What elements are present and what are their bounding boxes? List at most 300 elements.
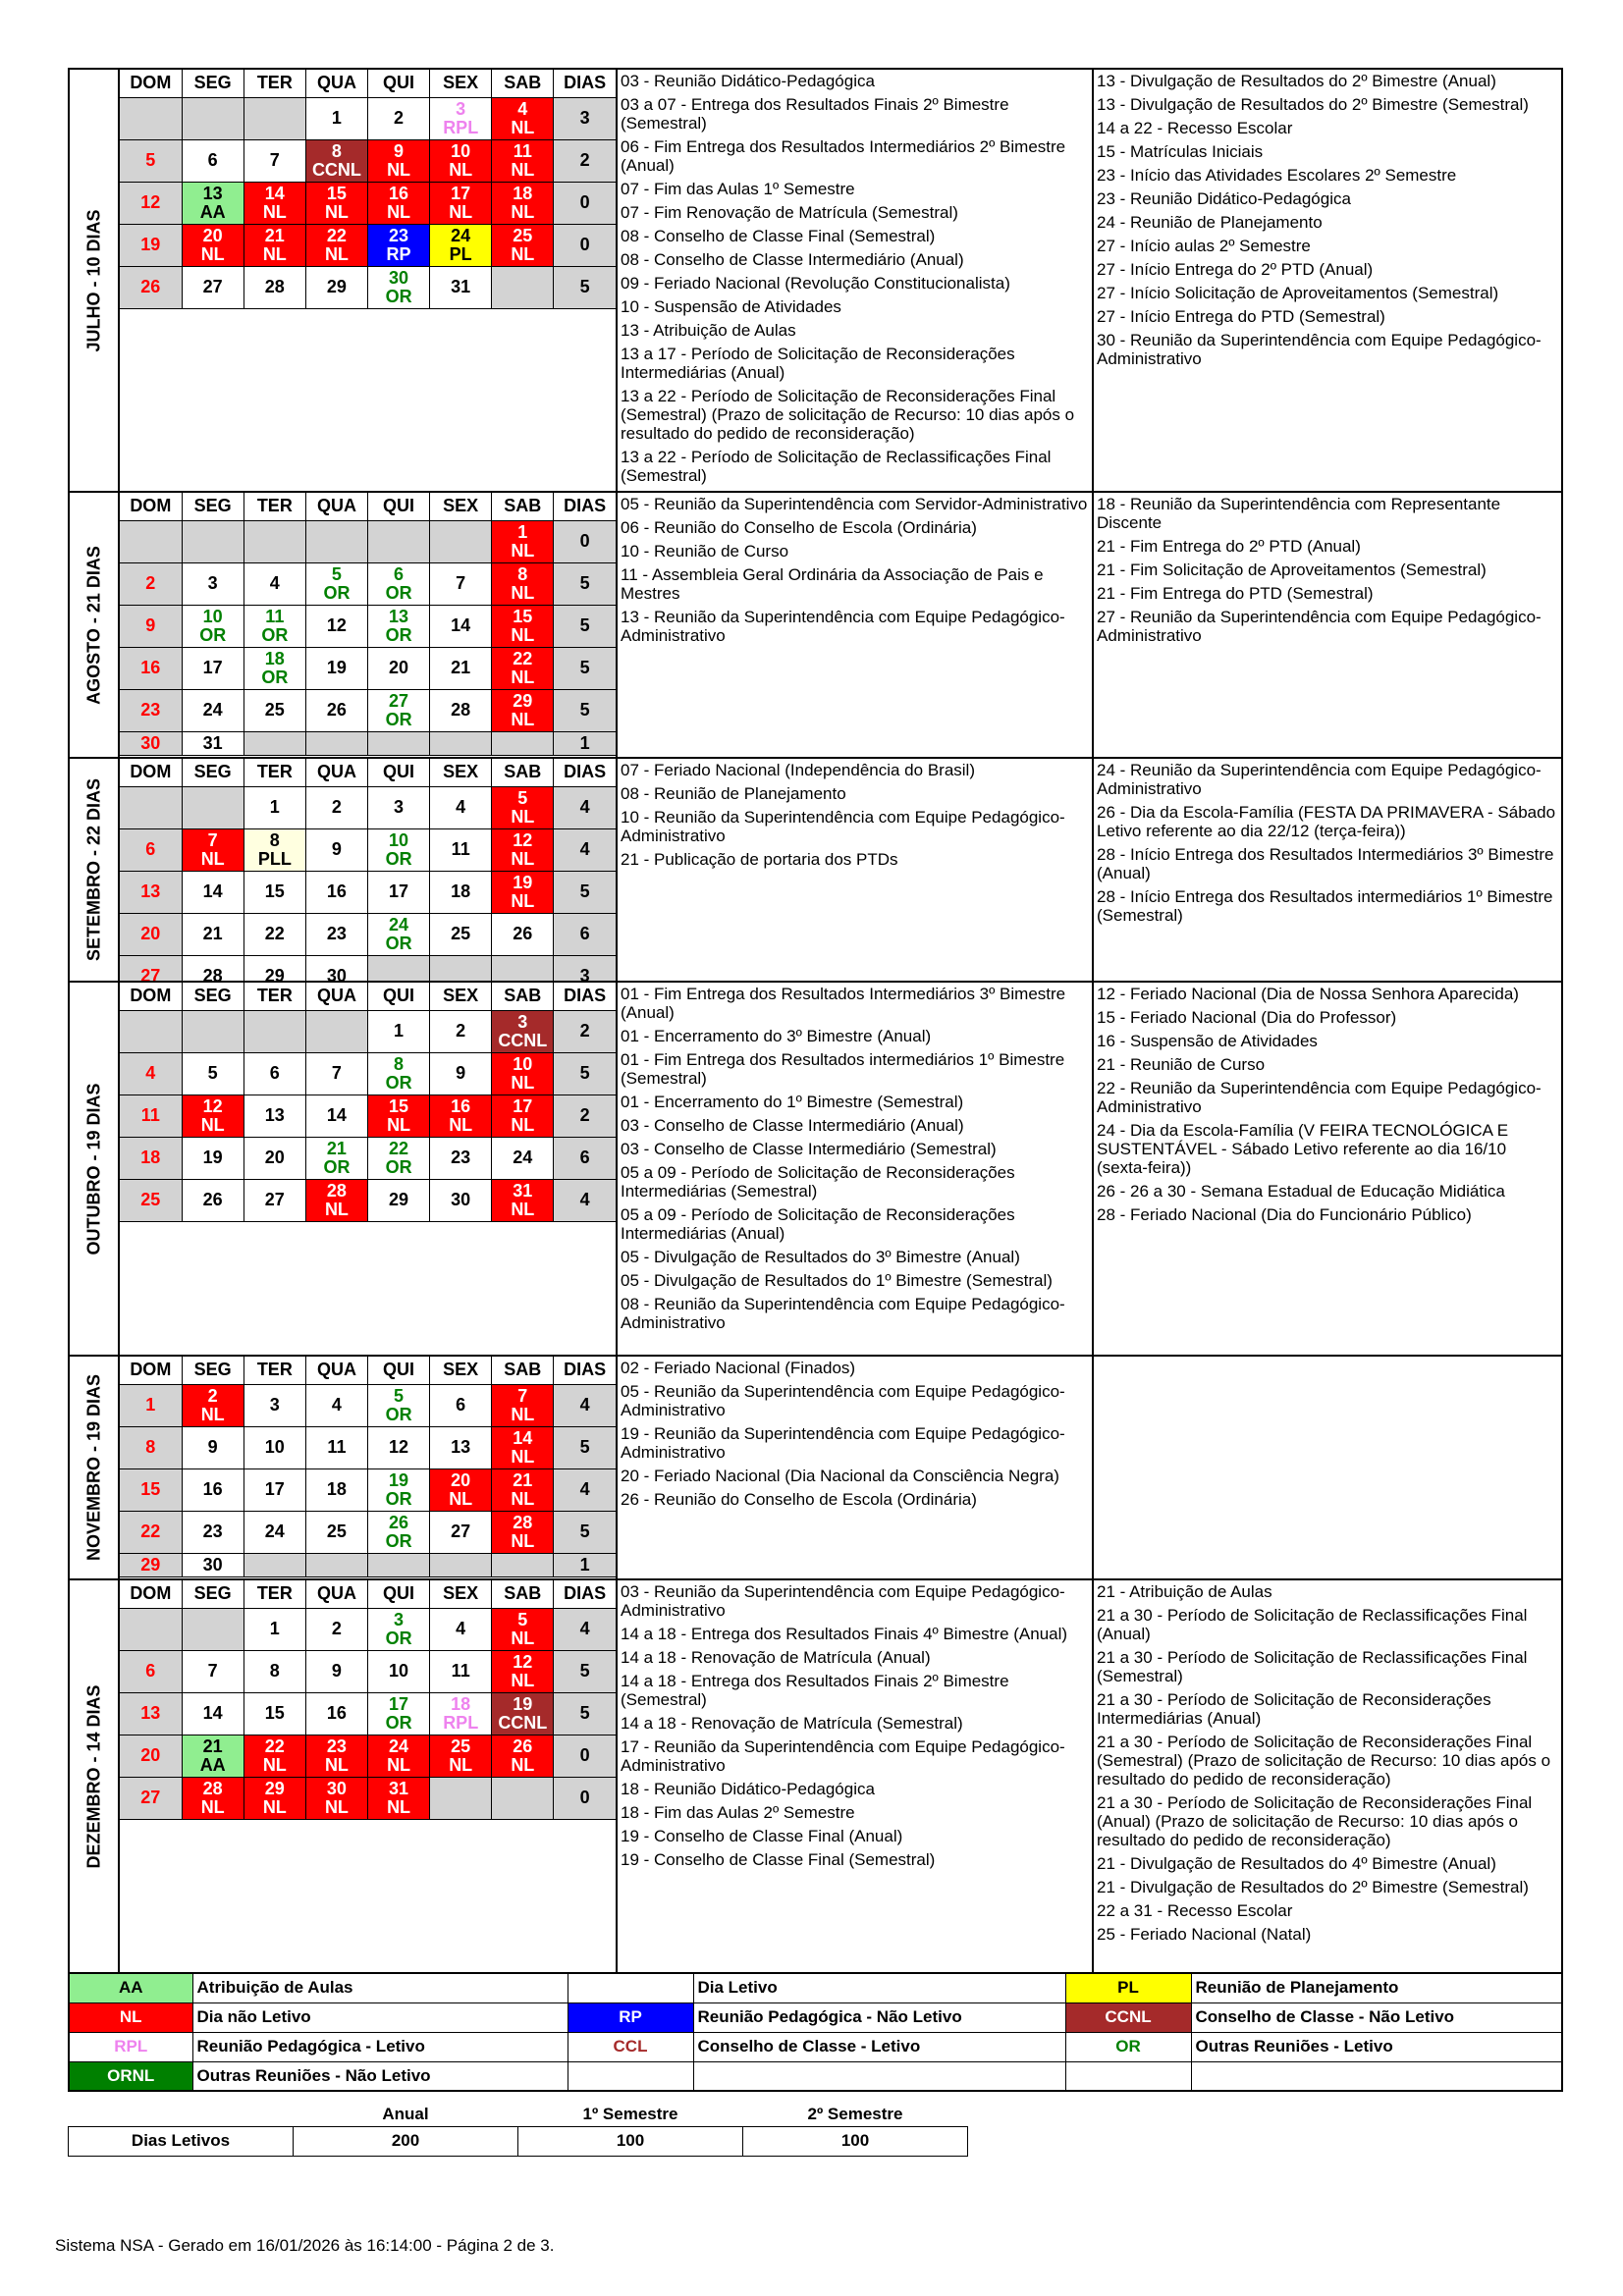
day-code: NL bbox=[387, 1754, 411, 1775]
day-number: 29 bbox=[264, 1778, 285, 1798]
day-code: CCNL bbox=[311, 159, 361, 180]
school-days-count: 6 bbox=[554, 1137, 616, 1179]
week-row bbox=[120, 1010, 616, 1052]
month-label bbox=[70, 1357, 120, 1578]
day-cell bbox=[492, 1052, 554, 1095]
weekday-header: DIAS bbox=[554, 70, 616, 97]
day-number: 1 bbox=[517, 521, 528, 542]
day-cell: 28 bbox=[243, 266, 305, 308]
event-item: 21 a 30 - Período de Solicitação de Reclassificações Final (Anual) bbox=[1097, 1606, 1528, 1643]
event-item: 26 - Reunião do Conselho de Escola (Ordinária) bbox=[621, 1490, 977, 1509]
month-label bbox=[70, 983, 120, 1355]
day-cell: 6 bbox=[182, 139, 243, 182]
weekday-header: TER bbox=[243, 983, 305, 1010]
school-days-count: 4 bbox=[554, 1468, 616, 1511]
day-number: 12 bbox=[202, 1095, 223, 1116]
event-item: 14 a 18 - Entrega dos Resultados Finais 2º Bimestre (Semestral) bbox=[621, 1672, 1009, 1709]
event-item: 14 a 18 - Renovação de Matrícula (Anual) bbox=[621, 1648, 931, 1667]
day-number: 3 bbox=[456, 98, 466, 119]
day-cell: 18 bbox=[430, 871, 492, 913]
event-item: 14 a 18 - Renovação de Matrícula (Semestral) bbox=[621, 1714, 963, 1733]
day-cell: 26 bbox=[182, 1179, 243, 1221]
day-cell bbox=[492, 1511, 554, 1553]
school-days-count: 0 bbox=[554, 224, 616, 266]
empty-cell bbox=[243, 97, 305, 139]
day-cell: 18 bbox=[305, 1468, 367, 1511]
day-cell: 25 bbox=[430, 913, 492, 955]
empty-cell bbox=[243, 731, 305, 755]
event-item: 24 - Reunião da Superintendência com Equipe Pedagógico-Administrativo bbox=[1097, 761, 1542, 798]
day-code: OR bbox=[385, 1530, 412, 1551]
day-number: 16 bbox=[451, 1095, 471, 1116]
event-item: 17 - Reunião da Superintendência com Equipe Pedagógico-Administrativo bbox=[621, 1737, 1065, 1775]
day-cell bbox=[368, 1052, 430, 1095]
day-cell: 20 bbox=[368, 647, 430, 689]
empty-cell bbox=[492, 731, 554, 755]
day-number: 26 bbox=[513, 1735, 533, 1756]
events-column-right bbox=[1092, 1357, 1561, 1578]
day-number: 31 bbox=[513, 1180, 533, 1201]
day-code: NL bbox=[200, 1114, 225, 1135]
day-cell bbox=[182, 182, 243, 224]
day-code: OR bbox=[385, 1404, 412, 1424]
event-item: 30 - Reunião da Superintendência com Equipe Pedagógico-Administrativo bbox=[1097, 331, 1542, 368]
day-cell: 4 bbox=[305, 1384, 367, 1426]
day-cell: 5 bbox=[182, 1052, 243, 1095]
empty-cell bbox=[182, 520, 243, 562]
event-item: 13 - Atribuição de Aulas bbox=[621, 321, 796, 340]
day-number: 30 bbox=[326, 1778, 347, 1798]
day-code: NL bbox=[511, 243, 535, 264]
day-cell: 10 bbox=[243, 1426, 305, 1468]
day-number: 7 bbox=[207, 829, 218, 850]
legend-label: Outras Reuniões - Não Letivo bbox=[192, 2061, 568, 2091]
day-code: OR bbox=[385, 582, 412, 603]
day-cell: 16 bbox=[182, 1468, 243, 1511]
weekday-header: QUA bbox=[305, 759, 367, 786]
weekday-header: DOM bbox=[120, 1357, 182, 1384]
day-cell bbox=[368, 1777, 430, 1819]
day-number: 13 bbox=[389, 606, 409, 626]
day-code: NL bbox=[511, 1754, 535, 1775]
day-cell bbox=[368, 1137, 430, 1179]
day-number: 17 bbox=[513, 1095, 533, 1116]
day-number: 28 bbox=[326, 1180, 347, 1201]
day-code: OR bbox=[385, 709, 412, 729]
day-number: 30 bbox=[389, 267, 409, 288]
summary-value-sem1: 100 bbox=[518, 2126, 743, 2156]
empty-cell bbox=[305, 1553, 367, 1576]
event-item: 23 - Reunião Didático-Pedagógica bbox=[1097, 189, 1351, 208]
event-item: 02 - Feriado Nacional (Finados) bbox=[621, 1359, 856, 1377]
event-item: 05 - Reunião da Superintendência com Equipe Pedagógico-Administrativo bbox=[621, 1382, 1065, 1419]
day-cell bbox=[492, 828, 554, 871]
day-cell bbox=[305, 1137, 367, 1179]
weekday-header: DOM bbox=[120, 759, 182, 786]
day-code: OR bbox=[385, 1628, 412, 1648]
day-code: NL bbox=[511, 582, 535, 603]
day-code: NL bbox=[511, 1670, 535, 1690]
day-cell bbox=[243, 224, 305, 266]
day-code: AA bbox=[199, 1754, 226, 1775]
day-cell: 29 bbox=[368, 1179, 430, 1221]
day-cell bbox=[182, 224, 243, 266]
weekday-header: SAB bbox=[492, 70, 554, 97]
day-number: 21 bbox=[513, 1469, 533, 1490]
day-cell: 9 bbox=[305, 828, 367, 871]
legend-row bbox=[69, 2061, 1562, 2091]
week-row bbox=[120, 1650, 616, 1692]
day-code: NL bbox=[449, 1114, 473, 1135]
day-code: OR bbox=[323, 1156, 351, 1177]
day-code: NL bbox=[511, 159, 535, 180]
event-item: 01 - Encerramento do 3º Bimestre (Anual) bbox=[621, 1027, 932, 1045]
legend-label: Reunião Pedagógica - Letivo bbox=[192, 2032, 568, 2061]
day-code: NL bbox=[387, 159, 411, 180]
day-cell bbox=[492, 182, 554, 224]
day-code: NL bbox=[324, 201, 349, 222]
day-cell bbox=[430, 97, 492, 139]
event-item: 07 - Fim Renovação de Matrícula (Semestral) bbox=[621, 203, 958, 222]
school-days-count: 5 bbox=[554, 1511, 616, 1553]
day-cell bbox=[430, 1468, 492, 1511]
events-column-left bbox=[618, 983, 1092, 1355]
day-cell bbox=[243, 1777, 305, 1819]
day-cell: 27 bbox=[243, 1179, 305, 1221]
school-days-count: 2 bbox=[554, 1010, 616, 1052]
empty-cell bbox=[305, 520, 367, 562]
day-cell bbox=[430, 182, 492, 224]
day-cell: 31 bbox=[430, 266, 492, 308]
month-calendar-grid bbox=[120, 983, 618, 1355]
day-cell bbox=[492, 1426, 554, 1468]
event-item: 11 - Assembleia Geral Ordinária da Associação de Pais e Mestres bbox=[621, 565, 1044, 603]
event-item: 12 - Feriado Nacional (Dia de Nossa Senhora Aparecida) bbox=[1097, 985, 1519, 1003]
day-code: OR bbox=[385, 286, 412, 306]
day-cell bbox=[492, 1468, 554, 1511]
day-number: 25 bbox=[451, 1735, 471, 1756]
day-cell: 19 bbox=[120, 224, 182, 266]
day-code: OR bbox=[261, 624, 289, 645]
day-cell: 9 bbox=[120, 605, 182, 647]
day-cell: 30 bbox=[430, 1179, 492, 1221]
event-item: 19 - Reunião da Superintendência com Equipe Pedagógico-Administrativo bbox=[621, 1424, 1065, 1462]
day-cell: 29 bbox=[243, 955, 305, 983]
legend-code bbox=[568, 1973, 693, 2002]
day-code: NL bbox=[449, 159, 473, 180]
day-number: 8 bbox=[269, 829, 280, 850]
day-cell bbox=[492, 1010, 554, 1052]
event-item: 21 - Fim Solicitação de Aproveitamentos (Semestral) bbox=[1097, 561, 1487, 579]
legend-code: ORNL bbox=[69, 2061, 192, 2091]
day-cell: 25 bbox=[243, 689, 305, 731]
legend-code: AA bbox=[69, 1973, 192, 2002]
day-number: 18 bbox=[264, 648, 285, 668]
week-row bbox=[120, 786, 616, 828]
day-number: 8 bbox=[394, 1053, 405, 1074]
event-item: 27 - Início Entrega do 2º PTD (Anual) bbox=[1097, 260, 1374, 279]
empty-cell bbox=[182, 1608, 243, 1650]
event-item: 26 - 26 a 30 - Semana Estadual de Educação Midiática bbox=[1097, 1182, 1505, 1201]
summary-row-label: Dias Letivos bbox=[69, 2126, 294, 2156]
event-item: 24 - Dia da Escola-Família (V FEIRA TECNOLÓGICA E SUSTENTÁVEL - Sábado Letivo referente ao dia 16/10 (sexta-feira)) bbox=[1097, 1121, 1509, 1177]
day-cell bbox=[492, 97, 554, 139]
weekday-header: QUI bbox=[368, 1357, 430, 1384]
event-item: 21 - Divulgação de Resultados do 2º Bimestre (Semestral) bbox=[1097, 1878, 1529, 1896]
day-cell bbox=[492, 1095, 554, 1137]
weekday-header: SAB bbox=[492, 1580, 554, 1608]
day-code: CCNL bbox=[498, 1030, 548, 1050]
event-item: 03 - Reunião da Superintendência com Equipe Pedagógico-Administrativo bbox=[621, 1582, 1065, 1620]
day-number: 18 bbox=[513, 183, 533, 203]
day-cell bbox=[492, 1692, 554, 1735]
day-code: NL bbox=[200, 243, 225, 264]
empty-cell bbox=[243, 520, 305, 562]
day-cell: 1 bbox=[243, 1608, 305, 1650]
events-column-left bbox=[618, 1357, 1092, 1578]
empty-cell bbox=[430, 955, 492, 983]
day-cell: 8 bbox=[120, 1426, 182, 1468]
day-cell bbox=[305, 1735, 367, 1777]
legend-label: Outras Reuniões - Letivo bbox=[1191, 2032, 1562, 2061]
school-days-count: 2 bbox=[554, 1095, 616, 1137]
day-cell bbox=[305, 182, 367, 224]
weekday-header: TER bbox=[243, 759, 305, 786]
event-item: 15 - Matrículas Iniciais bbox=[1097, 142, 1264, 161]
day-cell bbox=[492, 1179, 554, 1221]
event-item: 06 - Reunião do Conselho de Escola (Ordinária) bbox=[621, 518, 977, 537]
event-item: 21 - Publicação de portaria dos PTDs bbox=[621, 850, 898, 869]
day-code: NL bbox=[387, 1796, 411, 1817]
day-number: 28 bbox=[513, 1512, 533, 1532]
day-code: NL bbox=[324, 1754, 349, 1775]
day-cell: 8 bbox=[243, 1650, 305, 1692]
school-days-count: 5 bbox=[554, 605, 616, 647]
event-item: 08 - Conselho de Classe Intermediário (Anual) bbox=[621, 250, 964, 269]
day-cell: 6 bbox=[120, 828, 182, 871]
day-cell: 24 bbox=[492, 1137, 554, 1179]
day-cell bbox=[243, 605, 305, 647]
week-row bbox=[120, 1095, 616, 1137]
day-number: 12 bbox=[513, 1651, 533, 1672]
day-cell bbox=[368, 1468, 430, 1511]
day-cell bbox=[243, 647, 305, 689]
day-number: 24 bbox=[451, 225, 471, 245]
event-item: 21 a 30 - Período de Solicitação de Reclassificações Final (Semestral) bbox=[1097, 1648, 1528, 1685]
week-row bbox=[120, 562, 616, 605]
day-cell bbox=[182, 1384, 243, 1426]
day-code: NL bbox=[200, 848, 225, 869]
day-number: 3 bbox=[394, 1609, 405, 1629]
weekday-header-row bbox=[120, 493, 616, 520]
day-cell bbox=[182, 1735, 243, 1777]
day-code: NL bbox=[511, 848, 535, 869]
day-code: NL bbox=[511, 1446, 535, 1467]
day-number: 22 bbox=[389, 1138, 409, 1158]
event-item: 28 - Início Entrega dos Resultados Intermediários 3º Bimestre (Anual) bbox=[1097, 845, 1554, 882]
event-item: 05 a 09 - Período de Solicitação de Reconsiderações Intermediárias (Anual) bbox=[621, 1205, 1015, 1243]
day-cell: 4 bbox=[430, 1608, 492, 1650]
empty-cell bbox=[430, 1777, 492, 1819]
empty-cell bbox=[430, 1553, 492, 1576]
day-cell: 2 bbox=[120, 562, 182, 605]
weekday-header: SEX bbox=[430, 70, 492, 97]
day-cell bbox=[368, 1608, 430, 1650]
week-row bbox=[120, 520, 616, 562]
day-code: NL bbox=[511, 709, 535, 729]
day-cell: 6 bbox=[430, 1384, 492, 1426]
day-cell: 3 bbox=[368, 786, 430, 828]
empty-cell bbox=[492, 266, 554, 308]
day-number: 10 bbox=[202, 606, 223, 626]
event-item: 18 - Reunião Didático-Pedagógica bbox=[621, 1780, 875, 1798]
month-label bbox=[70, 1580, 120, 1972]
day-cell: 17 bbox=[368, 871, 430, 913]
day-cell bbox=[492, 1384, 554, 1426]
event-item: 13 - Divulgação de Resultados do 2º Bimestre (Semestral) bbox=[1097, 95, 1529, 114]
day-cell: 14 bbox=[182, 871, 243, 913]
day-cell: 7 bbox=[305, 1052, 367, 1095]
week-row bbox=[120, 1777, 616, 1819]
day-code: OR bbox=[385, 848, 412, 869]
school-days-count: 1 bbox=[554, 731, 616, 755]
event-item: 08 - Reunião da Superintendência com Equipe Pedagógico-Administrativo bbox=[621, 1295, 1065, 1332]
day-cell: 20 bbox=[120, 1735, 182, 1777]
summary-header-anual: Anual bbox=[382, 2104, 429, 2123]
weekday-header-row bbox=[120, 983, 616, 1010]
day-cell bbox=[368, 1735, 430, 1777]
weekday-header: QUI bbox=[368, 70, 430, 97]
event-item: 16 - Suspensão de Atividades bbox=[1097, 1032, 1318, 1050]
day-code: NL bbox=[262, 243, 287, 264]
week-row bbox=[120, 1511, 616, 1553]
day-number: 17 bbox=[451, 183, 471, 203]
day-cell: 31 bbox=[182, 731, 243, 755]
day-cell: 4 bbox=[243, 562, 305, 605]
week-row bbox=[120, 828, 616, 871]
events-column-left bbox=[618, 493, 1092, 757]
event-item: 14 a 22 - Recesso Escolar bbox=[1097, 119, 1293, 137]
day-cell bbox=[182, 1777, 243, 1819]
day-cell: 3 bbox=[182, 562, 243, 605]
empty-cell bbox=[120, 520, 182, 562]
day-cell: 1 bbox=[305, 97, 367, 139]
day-cell bbox=[492, 1735, 554, 1777]
weekday-header-row bbox=[120, 1580, 616, 1608]
day-cell bbox=[368, 605, 430, 647]
event-item: 21 - Reunião de Curso bbox=[1097, 1055, 1266, 1074]
event-item: 09 - Feriado Nacional (Revolução Constitucionalista) bbox=[621, 274, 1010, 293]
legend-label: Reunião Pedagógica - Não Letivo bbox=[693, 2002, 1065, 2032]
legend-table bbox=[68, 1972, 1563, 2092]
week-row bbox=[120, 1426, 616, 1468]
day-number: 22 bbox=[513, 648, 533, 668]
event-item: 03 a 07 - Entrega dos Resultados Finais 2º Bimestre (Semestral) bbox=[621, 95, 1009, 133]
school-days-count: 3 bbox=[554, 97, 616, 139]
day-code: PLL bbox=[257, 848, 292, 869]
weekday-header: TER bbox=[243, 493, 305, 520]
legend-label: Dia não Letivo bbox=[192, 2002, 568, 2032]
empty-cell bbox=[430, 520, 492, 562]
day-code: NL bbox=[449, 201, 473, 222]
day-cell: 27 bbox=[430, 1511, 492, 1553]
empty-cell bbox=[120, 97, 182, 139]
week-row bbox=[120, 913, 616, 955]
empty-cell bbox=[492, 955, 554, 983]
event-item: 05 a 09 - Período de Solicitação de Reconsiderações Intermediárias (Semestral) bbox=[621, 1163, 1015, 1201]
day-cell: 23 bbox=[305, 913, 367, 955]
summary-value-anual: 200 bbox=[294, 2126, 518, 2156]
day-cell bbox=[492, 224, 554, 266]
weekday-header: SEX bbox=[430, 983, 492, 1010]
day-code: CCNL bbox=[498, 1712, 548, 1733]
day-cell: 7 bbox=[243, 139, 305, 182]
day-number: 21 bbox=[264, 225, 285, 245]
legend-code: NL bbox=[69, 2002, 192, 2032]
weekday-header: QUI bbox=[368, 983, 430, 1010]
day-cell bbox=[492, 786, 554, 828]
day-number: 21 bbox=[326, 1138, 347, 1158]
weekday-header: SEG bbox=[182, 1357, 243, 1384]
weekday-header: SEG bbox=[182, 759, 243, 786]
day-number: 5 bbox=[517, 787, 528, 808]
day-cell: 20 bbox=[120, 913, 182, 955]
day-cell bbox=[368, 266, 430, 308]
weekday-header: SAB bbox=[492, 1357, 554, 1384]
month-calendar-grid bbox=[120, 1357, 618, 1578]
day-cell: 3 bbox=[243, 1384, 305, 1426]
day-number: 20 bbox=[451, 1469, 471, 1490]
day-cell: 22 bbox=[243, 913, 305, 955]
day-cell bbox=[243, 182, 305, 224]
day-cell: 24 bbox=[182, 689, 243, 731]
day-cell: 11 bbox=[305, 1426, 367, 1468]
day-code: NL bbox=[324, 1199, 349, 1219]
day-number: 18 bbox=[451, 1693, 471, 1714]
day-cell: 13 bbox=[430, 1426, 492, 1468]
day-cell: 13 bbox=[120, 1692, 182, 1735]
day-number: 26 bbox=[389, 1512, 409, 1532]
weekday-header: SAB bbox=[492, 759, 554, 786]
school-days-count: 5 bbox=[554, 871, 616, 913]
school-days-count: 5 bbox=[554, 1650, 616, 1692]
day-cell: 1 bbox=[368, 1010, 430, 1052]
day-code: OR bbox=[385, 1488, 412, 1509]
day-code: NL bbox=[262, 1754, 287, 1775]
day-cell bbox=[492, 1650, 554, 1692]
week-row bbox=[120, 1052, 616, 1095]
event-item: 05 - Reunião da Superintendência com Servidor-Administrativo bbox=[621, 495, 1088, 513]
day-number: 2 bbox=[207, 1385, 218, 1406]
weekday-header: QUI bbox=[368, 759, 430, 786]
day-cell: 11 bbox=[120, 1095, 182, 1137]
day-cell bbox=[182, 828, 243, 871]
day-code: NL bbox=[324, 243, 349, 264]
day-cell bbox=[430, 1735, 492, 1777]
day-cell bbox=[182, 605, 243, 647]
day-cell: 23 bbox=[430, 1137, 492, 1179]
event-item: 28 - Feriado Nacional (Dia do Funcionário Público) bbox=[1097, 1205, 1472, 1224]
day-number: 9 bbox=[394, 140, 405, 161]
summary-header-sem2: 2º Semestre bbox=[807, 2104, 903, 2123]
day-cell: 9 bbox=[182, 1426, 243, 1468]
day-code: NL bbox=[449, 1754, 473, 1775]
event-item: 21 a 30 - Período de Solicitação de Reconsiderações Intermediárias (Anual) bbox=[1097, 1690, 1491, 1728]
empty-cell bbox=[492, 1553, 554, 1576]
day-code: NL bbox=[511, 1488, 535, 1509]
event-item: 15 - Feriado Nacional (Dia do Professor) bbox=[1097, 1008, 1397, 1027]
week-row bbox=[120, 139, 616, 182]
